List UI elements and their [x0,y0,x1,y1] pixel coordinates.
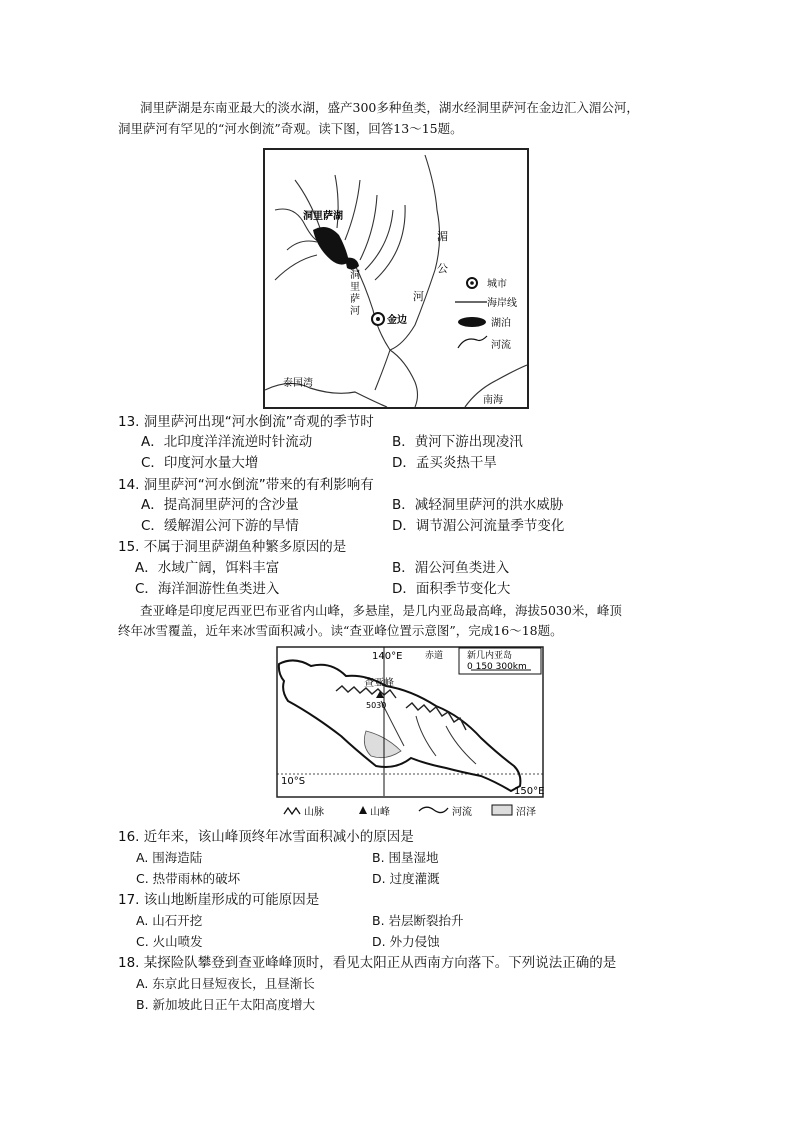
legend-river-icon [458,336,487,348]
q18-option-a[interactable]: A. 东京此日昼短夜长，且昼渐长 [136,976,315,991]
lon-150-label: 150°E [514,786,544,797]
q13-option-b[interactable]: B．黄河下游出现凌汛 [392,434,523,450]
q17-option-c[interactable]: C. 火山喷发 [136,934,203,949]
q17-option-a[interactable]: A. 山石开挖 [136,913,203,928]
q13-option-d[interactable]: D．孟买炎热干旱 [392,455,497,471]
mekong-char-3: 河 [413,290,424,303]
legend-lake-icon [458,317,486,327]
map2-legend [284,805,536,818]
mekong-char-1: 湄 [437,230,448,243]
q16-option-b[interactable]: B. 围垦湿地 [372,850,439,865]
legend-city-label: 城市 [487,279,507,290]
passage2-line1: 查亚峰是印度尼西亚巴布亚省内山峰，多悬崖，是几内亚岛最高峰，海拔5030米，峰顶 [140,603,622,618]
q14-option-b[interactable]: B．减轻洞里萨河的洪水威胁 [392,497,564,513]
legend-river-label: 河流 [491,340,511,351]
sea-label: 南海 [483,395,503,406]
q14-option-a[interactable]: A．提高洞里萨河的含沙量 [141,497,299,513]
map1-legend [455,277,517,351]
passage1-line1: 洞里萨湖是东南亚最大的淡水湖，盛产300多种鱼类，湖水经洞里萨河在金边汇入湄公河， [140,100,639,115]
legend-mountain-icon [284,808,300,814]
q15-option-c[interactable]: C．海洋洄游性鱼类进入 [135,581,280,597]
passage1-line2: 洞里萨河有罕见的“河水倒流”奇观。读下图，回答13～15题。 [118,121,463,136]
river-char-3: 萨 [350,294,360,305]
q17-option-d[interactable]: D. 外力侵蚀 [372,934,440,949]
passage2-line2: 终年冰雪覆盖，近年来冰雪面积减小。读“查亚峰位置示意图”，完成16～18题。 [118,623,563,638]
mekong-char-2: 公 [437,262,448,275]
q14-option-c[interactable]: C．缓解湄公河下游的旱情 [141,518,299,534]
city-dot-icon [376,317,380,321]
legend-mountain-label: 山脉 [304,807,324,818]
city-label: 金边 [387,315,407,326]
legend-swamp-icon [492,805,512,815]
equator-label: 赤道 [425,651,444,661]
river-network [275,155,440,407]
q18-option-b[interactable]: B. 新加坡此日正午太阳高度增大 [136,997,316,1012]
q15-option-d[interactable]: D．面积季节变化大 [392,581,511,597]
question-15-stem: 15. 不属于洞里萨湖鱼种繁多原因的是 [118,539,347,555]
q16-option-a[interactable]: A. 围海造陆 [136,850,203,865]
question-13-stem: 13. 洞里萨河出现“河水倒流”奇观的季节时 [118,414,374,430]
legend-coast-label: 海岸线 [487,298,517,309]
peak-label: 查亚峰 [364,678,394,689]
island-label: 新几内亚岛 [467,651,513,661]
river-char-4: 河 [350,306,360,317]
lat-10-label: 10°S [281,776,306,787]
peak-elevation: 5030 [366,701,387,710]
q13-option-a[interactable]: A．北印度洋洋流逆时针流动 [141,434,313,450]
puncak-jaya-map [276,646,544,821]
legend-river-icon [419,807,448,812]
river-char-1: 洞 [350,270,360,281]
legend-swamp-label: 沼泽 [516,807,536,818]
question-14-stem: 14. 洞里萨河“河水倒流”带来的有利影响有 [118,477,374,493]
q15-option-a[interactable]: A．水域广阔，饵料丰富 [135,560,280,576]
q16-option-d[interactable]: D. 过度灌溉 [372,871,440,886]
gulf-label: 泰国湾 [283,378,313,389]
q15-option-b[interactable]: B．湄公河鱼类进入 [392,560,510,576]
river-char-2: 里 [350,282,360,293]
legend-peak-icon [359,806,367,814]
legend-city-dot-icon [470,281,474,285]
tonle-sap-map-graphic [265,150,527,407]
puncak-jaya-map-graphic [276,646,544,821]
lon-140-label: 140°E [372,651,403,662]
legend-river-label: 河流 [452,807,472,818]
question-16-stem: 16. 近年来，该山峰顶终年冰雪面积减小的原因是 [118,829,414,845]
scale-label: 0 150 300km [467,662,527,672]
tonle-sap-lake-shape [313,227,349,265]
legend-lake-label: 湖泊 [491,318,511,329]
q14-option-d[interactable]: D．调节湄公河流量季节变化 [392,518,565,534]
question-18-stem: 18. 某探险队攀登到查亚峰峰顶时，看见太阳正从西南方向落下。下列说法正确的是 [118,955,617,971]
q16-option-c[interactable]: C. 热带雨林的破坏 [136,871,241,886]
q17-option-b[interactable]: B. 岩层断裂抬升 [372,913,464,928]
lake-label: 洞里萨湖 [303,211,343,222]
question-17-stem: 17. 该山地断崖形成的可能原因是 [118,892,320,908]
legend-peak-label: 山峰 [370,807,390,818]
q13-option-c[interactable]: C．印度河水量大增 [141,455,259,471]
tonle-sap-map [263,148,529,409]
